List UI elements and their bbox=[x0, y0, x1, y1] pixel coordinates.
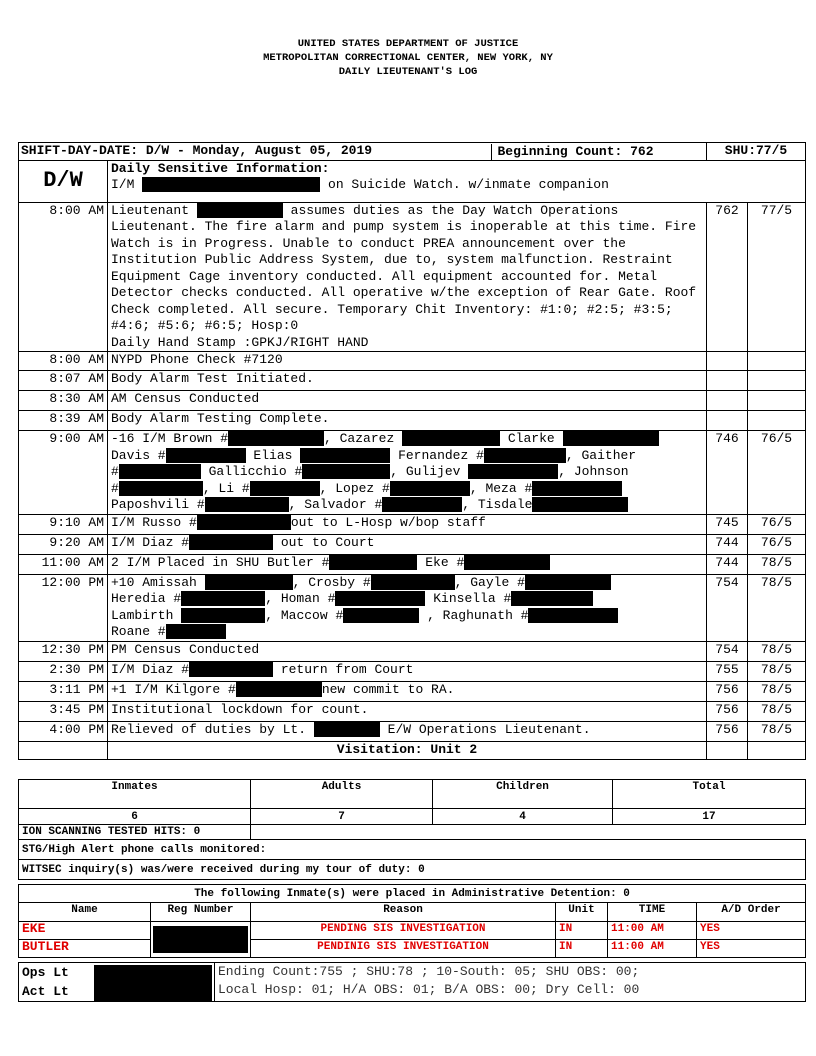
entry-count: 756 bbox=[707, 701, 748, 721]
entry-text-part: I/M Diaz # bbox=[111, 661, 190, 677]
entry-text bbox=[108, 554, 707, 574]
ending-count bbox=[215, 963, 806, 1002]
beginning-count: Beginning Count: 762 bbox=[491, 144, 654, 160]
entry-text bbox=[108, 202, 707, 352]
inmate-name: , Maccow # bbox=[265, 607, 344, 623]
visitation-inmates-header: Inmates bbox=[19, 780, 251, 809]
redaction-block bbox=[302, 464, 390, 479]
entry-time: 9:00 AM bbox=[19, 431, 108, 515]
ending-count-line-2: Local Hosp: 01; H/A OBS: 01; B/A OBS: 00; Dry Cell: 00 bbox=[218, 982, 640, 997]
inmate-name: , Tisdale bbox=[462, 497, 533, 512]
adseg-title: The following Inmate(s) were placed in Administrative Detention: 0 bbox=[19, 885, 806, 903]
entry-count: 762 bbox=[707, 202, 748, 352]
adseg-reason: PENDING SIS INVESTIGATION bbox=[251, 922, 556, 940]
entry-time: 12:30 PM bbox=[19, 641, 108, 661]
redaction-block bbox=[142, 177, 320, 192]
ion-scanning: ION SCANNING TESTED HITS: 0 bbox=[19, 825, 251, 840]
entry-text-part: out to L-Hosp w/bop staff bbox=[290, 514, 486, 530]
redaction-block bbox=[166, 448, 246, 463]
adseg-time: 11:00 AM bbox=[608, 940, 697, 958]
entry-time: 9:10 AM bbox=[19, 514, 108, 534]
entry-text bbox=[108, 431, 707, 515]
adseg-table bbox=[18, 884, 806, 958]
inmate-name: Roane # bbox=[111, 624, 166, 639]
entry-shu: 78/5 bbox=[748, 701, 806, 721]
entry-text-part: I/M Russo # bbox=[111, 514, 197, 530]
act-lt-label: Act Lt bbox=[22, 984, 69, 999]
entry-count: 744 bbox=[707, 554, 748, 574]
adseg-reason-header: Reason bbox=[251, 903, 556, 922]
adseg-ad-order: YES bbox=[697, 922, 806, 940]
inmate-name: Fernandez # bbox=[398, 447, 484, 463]
entry-shu: 78/5 bbox=[748, 721, 806, 741]
redaction-block bbox=[468, 464, 558, 479]
redaction-block bbox=[119, 464, 201, 479]
visitation-table bbox=[18, 779, 806, 880]
entry-text: Body Alarm Testing Complete. bbox=[108, 411, 707, 431]
redaction-block bbox=[382, 497, 462, 512]
inmate-name: Lambirth bbox=[111, 607, 174, 623]
entry-text-part: out to Court bbox=[280, 534, 375, 550]
inmate-name: , Johnson bbox=[558, 464, 629, 479]
entry-text-part: Relieved of duties by Lt. bbox=[111, 721, 307, 737]
inmate-name: Paposhvili # bbox=[111, 497, 205, 512]
entry-text-part: new commit to RA. bbox=[321, 681, 455, 697]
redaction-block bbox=[205, 497, 289, 512]
inmate-name: , Li # bbox=[202, 480, 250, 496]
adseg-ad-order: YES bbox=[697, 940, 806, 958]
entry-count: 754 bbox=[707, 574, 748, 641]
redaction-block bbox=[371, 575, 455, 590]
redaction-block bbox=[181, 591, 265, 606]
entry-text: PM Census Conducted bbox=[108, 641, 707, 661]
entry-text-part: Eke # bbox=[425, 554, 465, 570]
ending-count-line-1: Ending Count:755 ; SHU:78 ; 10-South: 05; SHU OBS: 00; bbox=[218, 964, 640, 979]
redaction-block bbox=[197, 515, 291, 530]
entry-shu: 78/5 bbox=[748, 681, 806, 701]
entry-shu: 78/5 bbox=[748, 554, 806, 574]
entry-shu: 76/5 bbox=[748, 534, 806, 554]
shift-day-date: SHIFT-DAY-DATE: D/W - Monday, August 05, 2019 bbox=[21, 143, 373, 158]
ops-lt-label: Ops Lt bbox=[22, 965, 69, 980]
redaction-block bbox=[314, 722, 380, 737]
redaction-block bbox=[250, 481, 320, 496]
redaction-block bbox=[181, 608, 265, 623]
entry-count: 754 bbox=[707, 641, 748, 661]
redaction-block bbox=[205, 575, 293, 590]
entry-count: 745 bbox=[707, 514, 748, 534]
log-table bbox=[18, 142, 806, 760]
inmate-name: Elias bbox=[253, 447, 293, 463]
entry-time: 8:30 AM bbox=[19, 391, 108, 411]
redaction-block bbox=[528, 608, 618, 623]
redaction-block bbox=[329, 555, 417, 570]
inmate-name: # bbox=[111, 464, 119, 479]
header-line-1: UNITED STATES DEPARTMENT OF JUSTICE bbox=[297, 38, 519, 50]
entry-time: 8:00 AM bbox=[19, 352, 108, 371]
visitation-children-header: Children bbox=[433, 780, 613, 809]
shu-header: SHU:77/5 bbox=[707, 143, 806, 161]
inmate-name: , Meza # bbox=[469, 480, 533, 496]
entry-text bbox=[108, 721, 707, 741]
entry-text-part: assumes duties as the Day Watch Operations bbox=[290, 202, 619, 218]
redaction-block bbox=[402, 431, 500, 446]
entry-shu: 76/5 bbox=[748, 514, 806, 534]
stg-calls: STG/High Alert phone calls monitored: bbox=[19, 840, 806, 860]
redaction-block bbox=[525, 575, 611, 590]
reg-number-cell bbox=[151, 922, 251, 958]
inmate-name: , Lopez # bbox=[319, 480, 390, 496]
entry-text bbox=[108, 574, 707, 641]
entry-time: 8:00 AM bbox=[19, 202, 108, 352]
visitation-total-header: Total bbox=[613, 780, 806, 809]
visitation-title: Visitation: Unit 2 bbox=[108, 741, 707, 759]
header-line-2: METROPOLITAN CORRECTIONAL CENTER, NEW YORK, NY bbox=[263, 52, 553, 64]
visitation-children: 4 bbox=[433, 809, 613, 825]
redaction-block bbox=[335, 591, 425, 606]
entry-shu: 78/5 bbox=[748, 574, 806, 641]
redaction-block bbox=[189, 662, 273, 677]
entry-count: 756 bbox=[707, 721, 748, 741]
redaction-block bbox=[197, 203, 283, 218]
visitation-total: 17 bbox=[613, 809, 806, 825]
redaction-block bbox=[228, 431, 324, 446]
entry-time: 8:07 AM bbox=[19, 371, 108, 391]
entry-time: 4:00 PM bbox=[19, 721, 108, 741]
adseg-time: 11:00 AM bbox=[608, 922, 697, 940]
adseg-unit: IN bbox=[556, 922, 608, 940]
entry-shu: 76/5 bbox=[748, 431, 806, 515]
entry-count: 756 bbox=[707, 681, 748, 701]
visitation-adults: 7 bbox=[251, 809, 433, 825]
adseg-reg-header: Reg Number bbox=[151, 903, 251, 922]
entry-shu: 78/5 bbox=[748, 661, 806, 681]
sensitive-text: on Suicide Watch. w/inmate companion bbox=[328, 177, 609, 192]
lieutenant-labels bbox=[19, 963, 92, 1002]
redaction-block bbox=[119, 481, 203, 496]
redaction-block bbox=[532, 481, 622, 496]
inmate-name: -16 I/M Brown # bbox=[111, 431, 229, 446]
redaction-block bbox=[343, 608, 419, 623]
redaction-block bbox=[189, 535, 273, 550]
entry-count: 746 bbox=[707, 431, 748, 515]
inmate-name: , Gaither bbox=[565, 447, 637, 463]
entry-count: 744 bbox=[707, 534, 748, 554]
shift-header-cell bbox=[19, 143, 707, 161]
visitation-adults-header: Adults bbox=[251, 780, 433, 809]
redaction-block bbox=[300, 448, 390, 463]
inmate-name: , Gulijev bbox=[390, 464, 461, 479]
adseg-unit: IN bbox=[556, 940, 608, 958]
inmate-name: , Gayle # bbox=[454, 574, 525, 590]
witsec-inquiry: WITSEC inquiry(s) was/were received during my tour of duty: 0 bbox=[19, 860, 806, 880]
inmate-name: Heredia # bbox=[111, 591, 182, 606]
entry-text bbox=[108, 681, 707, 701]
document-header bbox=[0, 37, 816, 79]
redaction-block bbox=[464, 555, 550, 570]
inmate-name: Davis # bbox=[111, 447, 166, 463]
entry-text-part: 2 I/M Placed in SHU Butler # bbox=[111, 554, 330, 570]
entry-count: 755 bbox=[707, 661, 748, 681]
footer-table bbox=[18, 962, 806, 1002]
shift-code: D/W bbox=[19, 160, 108, 202]
entry-text: Institutional lockdown for count. bbox=[108, 701, 707, 721]
entry-text-part: I/M Diaz # bbox=[111, 534, 190, 550]
redaction-block bbox=[563, 431, 659, 446]
inmate-name: # bbox=[111, 480, 119, 496]
adseg-ad-header: A/D Order bbox=[697, 903, 806, 922]
hand-stamp: Daily Hand Stamp :GPKJ/RIGHT HAND bbox=[111, 334, 369, 350]
adseg-unit-header: Unit bbox=[556, 903, 608, 922]
entry-text-part: E/W Operations Lieutenant. bbox=[387, 721, 591, 737]
entry-time: 2:30 PM bbox=[19, 661, 108, 681]
entry-time: 9:20 AM bbox=[19, 534, 108, 554]
entry-time: 3:45 PM bbox=[19, 701, 108, 721]
entry-text: AM Census Conducted bbox=[108, 391, 707, 411]
adseg-name: BUTLER bbox=[19, 940, 151, 958]
adseg-name-header: Name bbox=[19, 903, 151, 922]
entry-text-part: return from Court bbox=[280, 661, 414, 677]
inmate-name: , Homan # bbox=[265, 591, 336, 606]
entry-time: 8:39 AM bbox=[19, 411, 108, 431]
lieutenant-names bbox=[92, 963, 215, 1002]
entry-text-part: Lieutenant bbox=[111, 202, 190, 218]
header-line-3: DAILY LIEUTENANT'S LOG bbox=[338, 66, 478, 78]
entry-text bbox=[108, 534, 707, 554]
entry-text bbox=[108, 514, 707, 534]
redaction-block bbox=[166, 624, 226, 639]
entry-text: NYPD Phone Check #7120 bbox=[108, 352, 707, 371]
redaction-block bbox=[484, 448, 566, 463]
inmate-name: Clarke bbox=[507, 431, 555, 446]
entry-text-part: +1 I/M Kilgore # bbox=[111, 681, 236, 697]
sensitive-prefix: I/M bbox=[111, 177, 135, 192]
redaction-block bbox=[532, 497, 628, 512]
sensitive-title: Daily Sensitive Information: bbox=[111, 160, 330, 176]
entry-shu: 78/5 bbox=[748, 641, 806, 661]
adseg-reason: PENDINIG SIS INVESTIGATION bbox=[251, 940, 556, 958]
entry-shu: 77/5 bbox=[748, 202, 806, 352]
inmate-name: , Raghunath # bbox=[427, 607, 529, 623]
inmate-name: , Cazarez bbox=[324, 431, 395, 446]
redaction-block bbox=[236, 682, 322, 697]
inmate-name: , Crosby # bbox=[292, 574, 371, 590]
entry-time: 12:00 PM bbox=[19, 574, 108, 641]
entry-text-part: Lieutenant. The fire alarm and pump system is inoperable at this time. Fire Watch is in Progress. Unable to conduct PREA announcement over the Institution Public Address System, due to, system malfunction. Restraint Equipment Cage inventory conducted. All equipment accounted for. Metal Detector checks conducted. All operative w/the exception of Rear Gate. Roof Check completed. All secure. Temporary Chit Inventory: #1:0; #2:5; #3:5; #4:6; #5:6; #6:5; Hosp:0 bbox=[111, 219, 697, 333]
visitation-inmates: 6 bbox=[19, 809, 251, 825]
entry-time: 11:00 AM bbox=[19, 554, 108, 574]
redaction-block bbox=[153, 926, 248, 953]
inmate-name: Kinsella # bbox=[433, 591, 512, 606]
inmate-name: +10 Amissah bbox=[111, 574, 197, 590]
entry-time: 3:11 PM bbox=[19, 681, 108, 701]
entry-text bbox=[108, 661, 707, 681]
adseg-name: EKE bbox=[19, 922, 151, 940]
redaction-block bbox=[511, 591, 593, 606]
entry-text: Body Alarm Test Initiated. bbox=[108, 371, 707, 391]
redaction-block bbox=[390, 481, 470, 496]
inmate-name: Gallicchio # bbox=[208, 464, 303, 479]
adseg-time-header: TIME bbox=[608, 903, 697, 922]
inmate-name: , Salvador # bbox=[288, 497, 383, 512]
redaction-block bbox=[94, 965, 213, 1001]
sensitive-cell bbox=[108, 160, 806, 202]
